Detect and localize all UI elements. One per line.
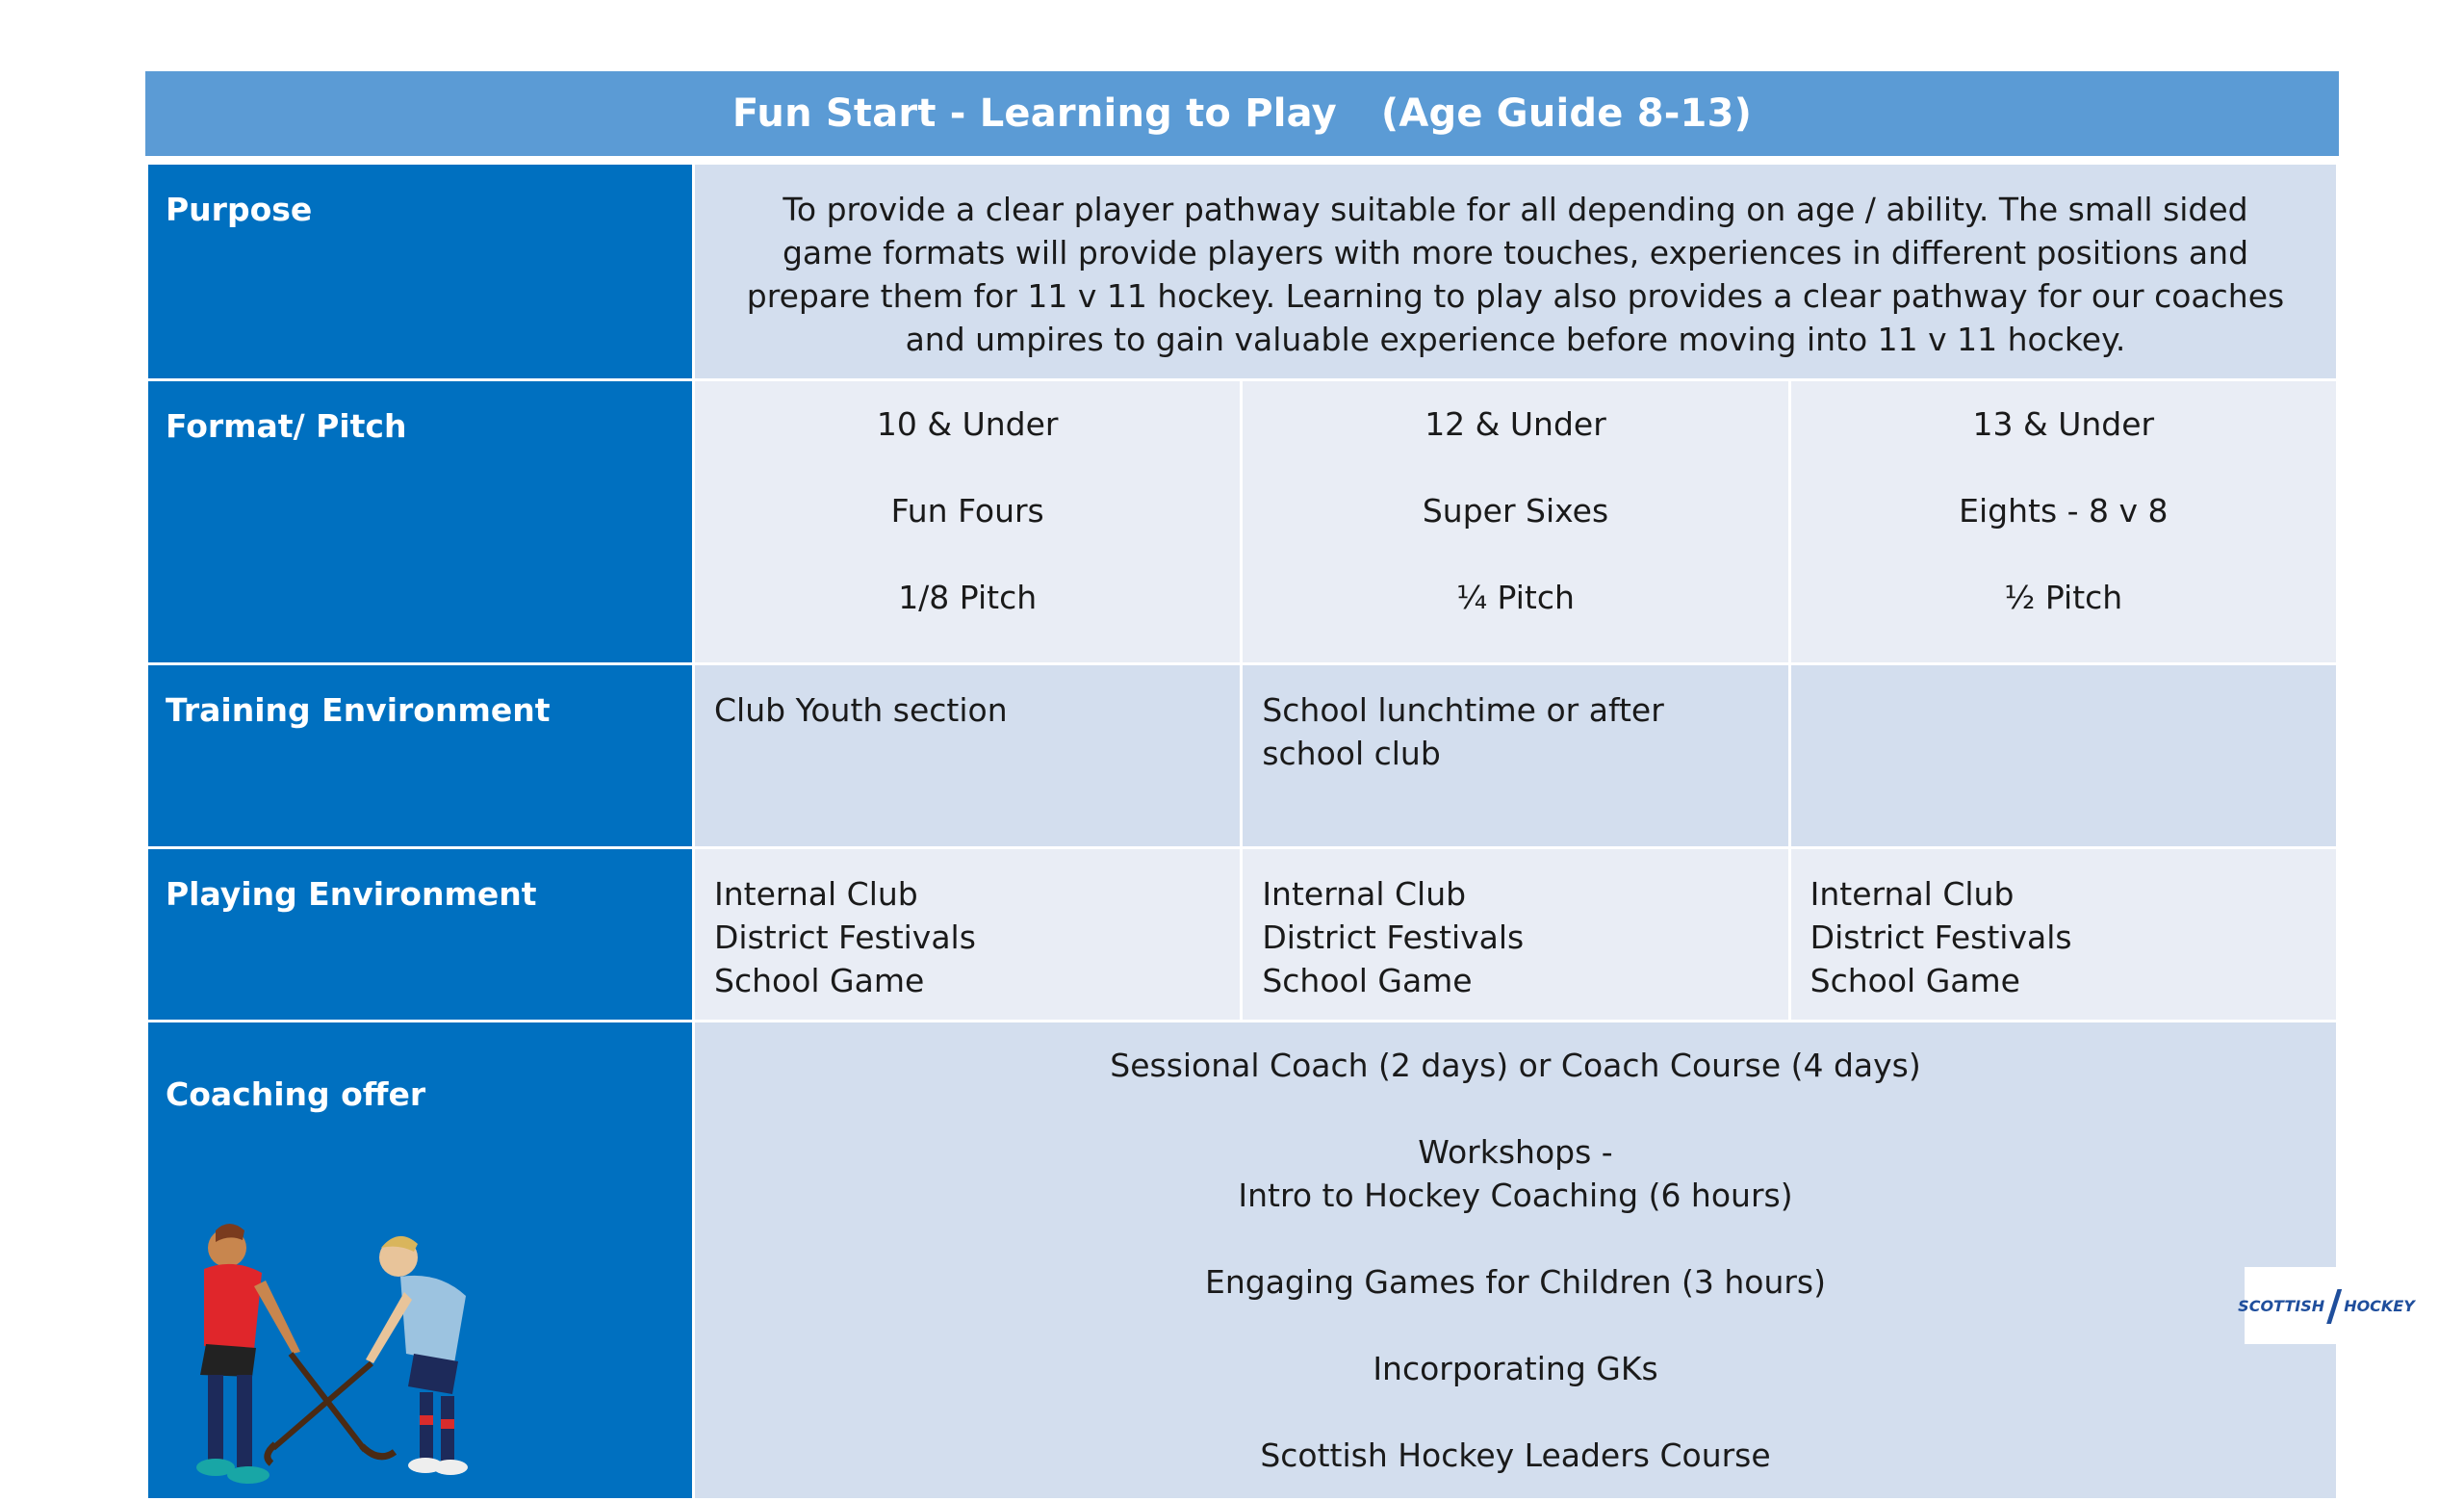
row-format [147, 380, 2338, 664]
playing-item: Internal Club [714, 875, 918, 913]
format-pitch: ½ Pitch [2004, 579, 2123, 616]
playing-cell [1789, 848, 2337, 1022]
training-label: Training Environment [147, 664, 694, 848]
coaching-line: Workshops - [1418, 1133, 1613, 1171]
coaching-line: Engaging Games for Children (3 hours) [1205, 1263, 1826, 1301]
logo-text-right: HOCKEY [2344, 1296, 2415, 1315]
title-bar [145, 71, 2339, 156]
playing-label: Playing Environment [147, 848, 694, 1022]
format-age: 13 & Under [1972, 405, 2155, 443]
hockey-stick-icon: / [2326, 1281, 2343, 1331]
pathway-table [145, 162, 2339, 1501]
format-age: 10 & Under [876, 405, 1059, 443]
format-cell-12-under [1242, 380, 1789, 664]
playing-item: District Festivals [1262, 919, 1525, 956]
playing-item: School Game [714, 962, 925, 999]
format-game: Fun Fours [890, 492, 1044, 530]
player-blue-icon [268, 1236, 468, 1475]
coaching-label: Coaching offer [166, 1075, 426, 1113]
format-game: Eights - 8 v 8 [1959, 492, 2169, 530]
format-pitch: 1/8 Pitch [898, 579, 1038, 616]
playing-cell [694, 848, 1242, 1022]
playing-item: School Game [1810, 962, 2020, 999]
format-game: Super Sixes [1422, 492, 1609, 530]
row-training [147, 664, 2338, 848]
row-playing [147, 848, 2338, 1022]
playing-item: School Game [1262, 962, 1473, 999]
purpose-text: To provide a clear player pathway suitable for all depending on age / ability. The small sided game formats will provide players with more touches, experiences in different positions and prepare them for 11 v 11 hockey. Learning to play also provides a clear pathway for our coaches and umpires to gain valuable experience before moving into 11 v 11 hockey. [694, 164, 2338, 380]
format-age: 12 & Under [1424, 405, 1606, 443]
playing-item: District Festivals [1810, 919, 2072, 956]
logo-text-left: SCOTTISH [2238, 1296, 2325, 1315]
hockey-players-illustration [148, 1209, 695, 1498]
format-cell-13-under [1789, 380, 2337, 664]
slide-title: Fun Start - Learning to Play [732, 91, 1337, 136]
playing-item: Internal Club [1262, 875, 1467, 913]
training-cell: School lunchtime or after school club [1242, 664, 1789, 848]
age-guide: (Age Guide 8-13) [1380, 91, 1753, 136]
coaching-line: Scottish Hockey Leaders Course [1260, 1436, 1771, 1474]
row-coaching [147, 1022, 2338, 1500]
format-pitch: ¼ Pitch [1456, 579, 1575, 616]
coaching-offer-cell [694, 1022, 2338, 1500]
training-cell [1789, 664, 2337, 848]
purpose-label: Purpose [147, 164, 694, 380]
coaching-line: Incorporating GKs [1373, 1350, 1658, 1387]
playing-item: Internal Club [1810, 875, 2015, 913]
row-purpose [147, 164, 2338, 380]
coaching-line: Intro to Hockey Coaching (6 hours) [1238, 1177, 1793, 1214]
slide-frame [145, 71, 2339, 1501]
coaching-label-cell [147, 1022, 694, 1500]
scottish-hockey-logo [2238, 1267, 2415, 1344]
playing-cell [1242, 848, 1789, 1022]
player-red-icon [196, 1224, 395, 1484]
coaching-line: Sessional Coach (2 days) or Coach Course (4 days) [1110, 1047, 1921, 1084]
format-label: Format/ Pitch [147, 380, 694, 664]
playing-item: District Festivals [714, 919, 976, 956]
format-cell-10-under [694, 380, 1242, 664]
training-cell: Club Youth section [694, 664, 1242, 848]
